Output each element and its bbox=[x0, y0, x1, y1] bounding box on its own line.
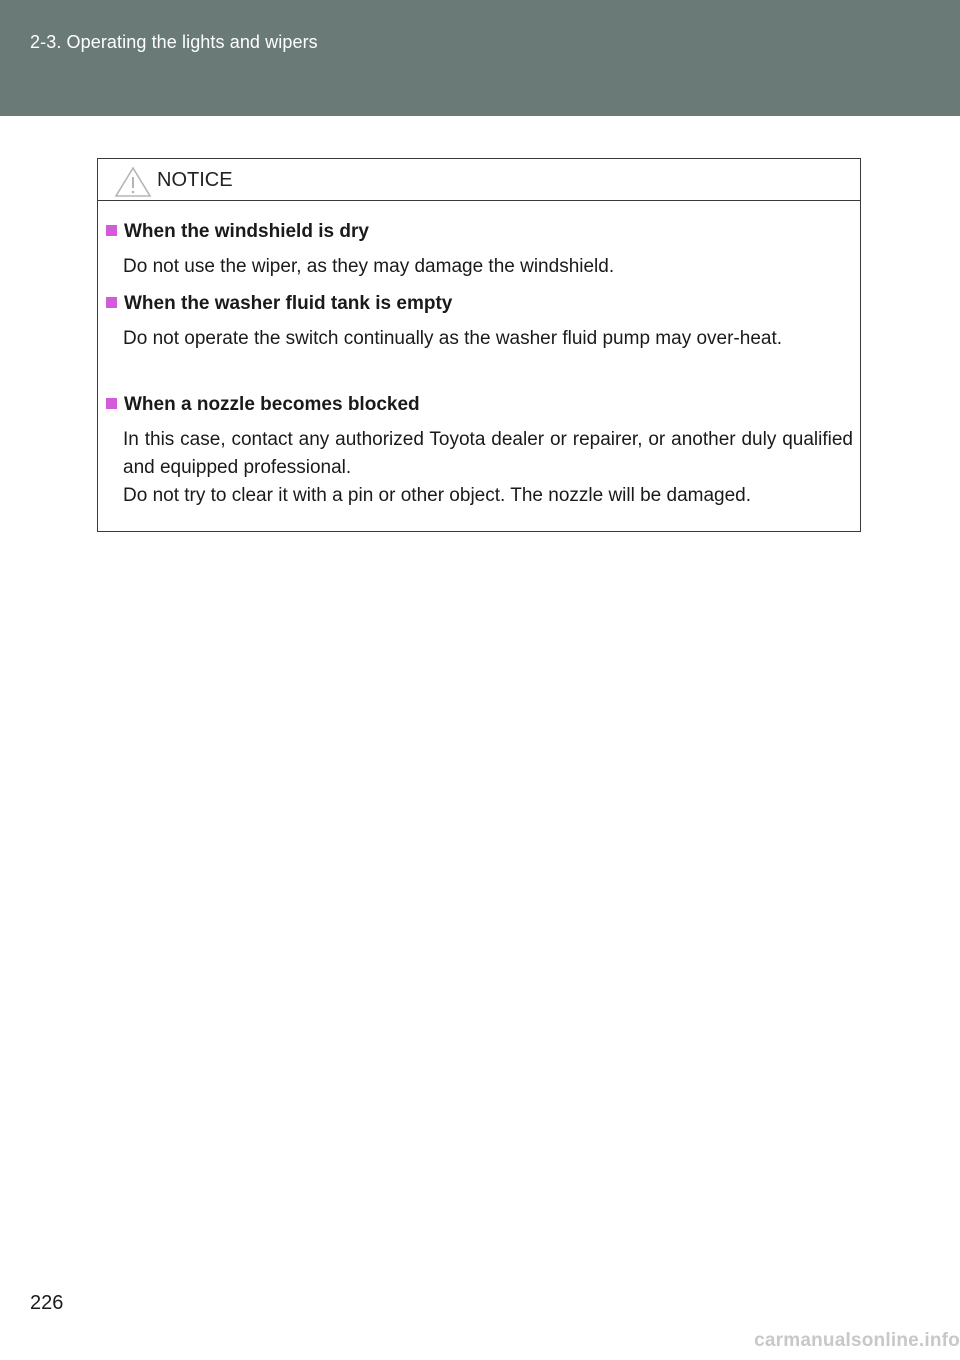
section-heading: When a nozzle becomes blocked bbox=[106, 394, 420, 416]
section-paragraph: Do not use the wiper, as they may damage the windshield. bbox=[123, 256, 615, 277]
bullet-square-icon bbox=[106, 297, 117, 308]
watermark: carmanualsonline.info bbox=[754, 1330, 960, 1351]
bullet-square-icon bbox=[106, 398, 117, 409]
page-number: 226 bbox=[30, 1292, 64, 1314]
notice-title: NOTICE bbox=[157, 169, 233, 191]
section-paragraph: In this case, contact any authorized Toyota dealer or repairer, or another duly qualified and equipped professional. bbox=[123, 429, 853, 478]
section-paragraph: Do not try to clear it with a pin or other object. The nozzle will be damaged. bbox=[123, 485, 752, 506]
section-heading: When the windshield is dry bbox=[106, 221, 369, 243]
section-heading: When the washer fluid tank is empty bbox=[106, 293, 452, 315]
notice-box bbox=[97, 158, 861, 532]
chapter-header-bar bbox=[0, 0, 960, 116]
warning-triangle-icon bbox=[114, 166, 152, 198]
section-paragraph: Do not operate the switch continually as the washer fluid pump may over-heat. bbox=[123, 328, 783, 349]
notice-header bbox=[98, 159, 860, 201]
section-title: 2-3. Operating the lights and wipers bbox=[30, 32, 318, 52]
bullet-square-icon bbox=[106, 225, 117, 236]
